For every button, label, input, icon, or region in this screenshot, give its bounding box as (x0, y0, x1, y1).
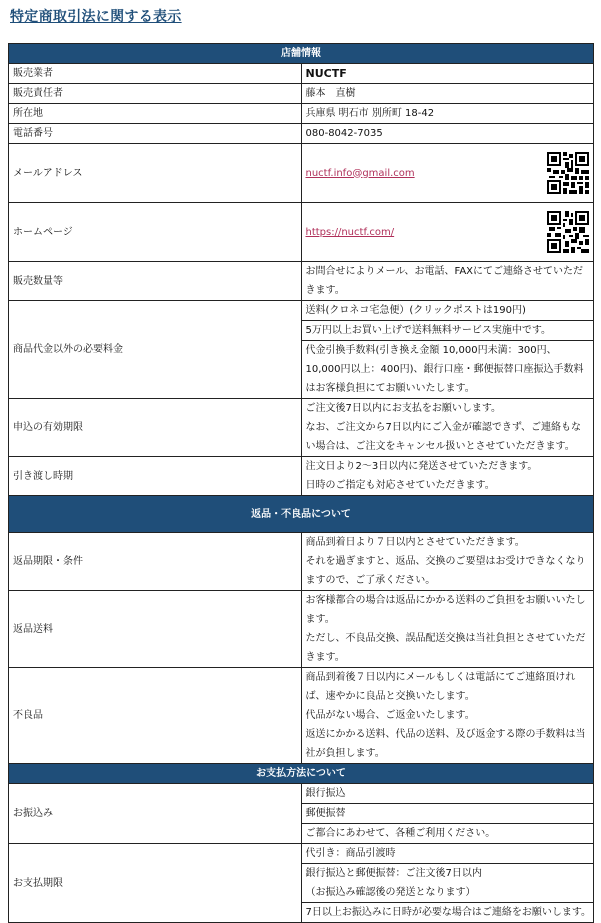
validity-cell (301, 399, 594, 457)
return-shipping-cell (301, 591, 594, 668)
row-label: 販売責任者 (9, 84, 302, 104)
table-row (9, 144, 594, 203)
validity-line: ご注文後7日以内にお支払をお願いします。 (305, 403, 502, 414)
deadline-line: 代引き：商品引渡時 (302, 844, 594, 864)
transfer-line: ご都合にあわせて、各種ご利用ください。 (305, 828, 496, 839)
row-label: 販売数量等 (9, 262, 302, 301)
row-label: お支払期限 (9, 844, 302, 923)
table-row (9, 124, 594, 144)
row-label: 電話番号 (9, 124, 302, 144)
return-shipping-line: ただし、不良品交換、誤品配送交換は当社負担とさせていただきます。 (305, 633, 586, 663)
row-label: 不良品 (9, 668, 302, 764)
table-row (9, 591, 594, 668)
table-row (9, 399, 594, 457)
section-header-returns (9, 496, 594, 533)
table-row (9, 104, 594, 124)
transfer-line: 銀行振込 (302, 784, 594, 804)
qr-code-icon (547, 211, 589, 253)
returns-header: 返品・不良品について (9, 496, 594, 533)
defect-line: 返送にかかる送料、代品の送料、及び返金する際の手数料は当社が負担します。 (305, 729, 586, 759)
row-label: 引き渡し時期 (9, 457, 302, 496)
row-label: ホームページ (9, 203, 302, 262)
period-cell (301, 533, 594, 591)
legal-info-table (8, 43, 594, 923)
row-label: 販売業者 (9, 64, 302, 84)
quantity-value: お問合せによりメール、お電話、FAXにてご連絡させていただきます。 (301, 262, 594, 301)
page-title: 特定商取引法に関する表示 (10, 9, 182, 25)
table-row (9, 784, 594, 844)
table-row (9, 84, 594, 104)
homepage-link[interactable]: https://nuctf.com/ (305, 226, 395, 238)
deadline-line: 銀行振込と郵便振替：ご注文後7日以内 (305, 868, 482, 879)
row-label: 商品代金以外の必要料金 (9, 301, 302, 399)
fees-line: 代金引換手数料(引き換え金額 10,000円未満：300円、10,000円以上：400円)、銀行口座・郵便振替口座振込手数料はお客様負担にてお願いいたします。 (305, 345, 584, 394)
deadline-line: （お振込み確認後の発送となります） (302, 883, 594, 903)
delivery-line: 日時のご指定も対応させていただきます。 (305, 480, 495, 491)
email-cell (301, 144, 594, 203)
payment-header: お支払方法について (9, 764, 594, 784)
transfer-cell (301, 784, 594, 844)
section-header-store (9, 44, 594, 64)
row-label: 申込の有効期限 (9, 399, 302, 457)
seller-value: NUCTF (301, 64, 594, 84)
row-label: 返品送料 (9, 591, 302, 668)
homepage-cell (301, 203, 594, 262)
row-label: 所在地 (9, 104, 302, 124)
delivery-line: 注文日より2〜3日以内に発送させていただきます。 (305, 461, 538, 472)
row-label: メールアドレス (9, 144, 302, 203)
table-row (9, 844, 594, 923)
manager-value: 藤本 直樹 (301, 84, 594, 104)
email-link[interactable]: nuctf.info@gmail.com (305, 167, 415, 179)
period-line: それを過ぎますと、返品、交換のご要望はお受けできなくなりますので、ご了承ください。 (305, 556, 586, 586)
transfer-line: 郵便振替 (302, 804, 594, 824)
period-line: 商品到着日より７日以内とさせていただきます。 (305, 537, 525, 548)
table-row (9, 203, 594, 262)
qr-code-icon (547, 152, 589, 194)
defect-line: 商品到着後７日以内にメールもしくは電話にてご連絡頂ければ、速やかに良品と交換いたします。 (305, 672, 576, 702)
defect-cell (301, 668, 594, 764)
address-value: 兵庫県 明石市 別所町 18-42 (301, 104, 594, 124)
table-row (9, 301, 594, 399)
deadline-line: 7日以上お振込みに日時が必要な場合はご連絡をお願いします。 (305, 907, 592, 918)
table-row (9, 262, 594, 301)
fees-line: 送料(クロネコ宅急便）(クリックポストは190円) (302, 301, 594, 321)
delivery-cell (301, 457, 594, 496)
fees-line: 5万円以上お買い上げで送料無料サービス実施中です。 (302, 321, 594, 341)
table-row (9, 533, 594, 591)
defect-line: 代品がない場合、ご返金いたします。 (305, 710, 475, 721)
table-row (9, 668, 594, 764)
deadline-cell (301, 844, 594, 923)
section-header-payment (9, 764, 594, 784)
row-label: お振込み (9, 784, 302, 844)
row-label: 返品期限・条件 (9, 533, 302, 591)
store-header: 店舗情報 (9, 44, 594, 64)
phone-value: 080-8042-7035 (301, 124, 594, 144)
table-row (9, 64, 594, 84)
validity-line: なお、ご注文から7日以内にご入金が確認できず、ご連絡もない場合は、ご注文をキャンセル扱いとさせていただきます。 (305, 422, 582, 452)
fees-cell (301, 301, 594, 399)
return-shipping-line: お客様都合の場合は返品にかかる送料のご負担をお願いいたします。 (305, 595, 586, 625)
table-row (9, 457, 594, 496)
